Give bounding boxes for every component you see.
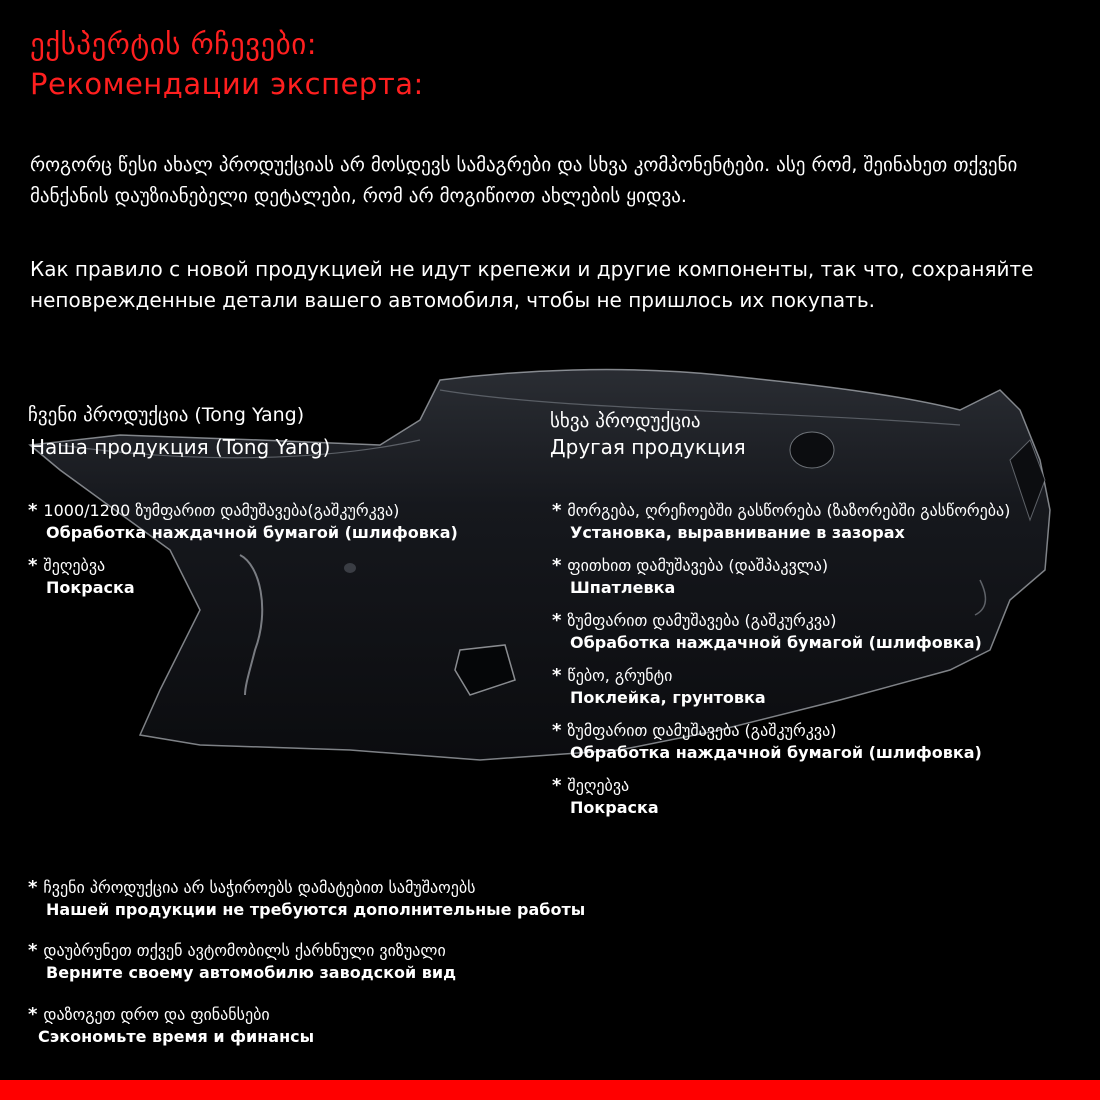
step-georgian: შეღებვა xyxy=(567,776,630,795)
bullet-star: * xyxy=(552,775,562,796)
our-product-step xyxy=(28,555,528,599)
bullet-star: * xyxy=(28,500,38,521)
title-russian: Рекомендации эксперта: xyxy=(30,67,424,101)
benefit-russian: Верните своему автомобилю заводской вид xyxy=(46,963,456,982)
other-product-heading-georgian: სხვა პროდუქცია xyxy=(550,410,701,432)
bullet-star: * xyxy=(552,500,562,521)
step-russian: Обработка наждачной бумагой (шлифовка) xyxy=(570,633,982,652)
benefit-georgian: დაზოგეთ დრო და ფინანსები xyxy=(43,1005,270,1024)
intro-georgian: როგორც წესი ახალ პროდუქციას არ მოსდევს სამაგრები და სხვა კომპონენტები. ასე რომ, შეინახეთ თქვენი მანქანის დაუზიანებელი დეტალები, რომ არ მოგიწიოთ ახლების ყიდვა. xyxy=(30,154,1018,207)
step-russian: Покраска xyxy=(46,578,135,597)
benefit-item xyxy=(28,877,1068,921)
bullet-star: * xyxy=(552,610,562,631)
other-product-heading-russian: Другая продукция xyxy=(550,435,746,459)
step-russian: Установка, выравнивание в зазорах xyxy=(570,523,905,542)
other-product-step xyxy=(552,500,1100,544)
step-russian: Шпатлевка xyxy=(570,578,676,597)
step-georgian: წებო, გრუნტი xyxy=(567,666,673,685)
step-georgian: ზუმფარით დამუშავება (გაშკურკვა) xyxy=(567,611,837,630)
bullet-star: * xyxy=(552,720,562,741)
intro-russian: Как правило с новой продукцией не идут крепежи и другие компоненты, так что, сохраняйте неповрежденные детали вашего автомобиля, чтобы не пришлось их покупать. xyxy=(30,257,1034,312)
other-product-step xyxy=(552,555,1100,599)
benefit-georgian: დაუბრუნეთ თქვენ ავტომობილს ქარხნული ვიზუალი xyxy=(43,941,446,960)
bullet-star: * xyxy=(28,877,38,898)
benefit-item xyxy=(28,940,1068,984)
step-georgian: 1000/1200 ზუმფარით დამუშავება(გაშკურკვა) xyxy=(43,501,400,520)
step-russian: Обработка наждачной бумагой (шлифовка) xyxy=(46,523,458,542)
our-product-heading-russian: Наша продукция (Tong Yang) xyxy=(30,435,331,459)
bullet-star: * xyxy=(552,555,562,576)
other-product-step xyxy=(552,720,1100,764)
footer-red-bar xyxy=(0,1080,1100,1100)
bullet-star: * xyxy=(28,555,38,576)
step-russian: Поклейка, грунтовка xyxy=(570,688,766,707)
step-georgian: მორგება, ღრეჩოებში გასწორება (ზაზორებში გასწორება) xyxy=(567,501,1011,520)
bullet-star: * xyxy=(552,665,562,686)
benefit-georgian: ჩვენი პროდუქცია არ საჭიროებს დამატებით სამუშაოებს xyxy=(43,878,476,897)
step-georgian: შეღებვა xyxy=(43,556,106,575)
bullet-star: * xyxy=(28,1004,38,1025)
other-product-step xyxy=(552,610,1100,654)
step-georgian: ზუმფარით დამუშავება (გაშკურკვა) xyxy=(567,721,837,740)
other-product-step xyxy=(552,665,1100,709)
step-russian: Покраска xyxy=(570,798,659,817)
title-georgian: ექსპერტის რჩევები: xyxy=(30,27,317,61)
our-product-step xyxy=(28,500,528,544)
our-product-heading-georgian: ჩვენი პროდუქცია (Tong Yang) xyxy=(28,404,305,426)
benefit-item xyxy=(28,1004,1068,1048)
benefit-russian: Сэкономьте время и финансы xyxy=(38,1027,315,1046)
bullet-star: * xyxy=(28,940,38,961)
step-georgian: ფითხით დამუშავება (დაშპაკვლა) xyxy=(567,556,829,575)
benefit-russian: Нашей продукции не требуются дополнительные работы xyxy=(46,900,586,919)
other-product-step xyxy=(552,775,1100,819)
step-russian: Обработка наждачной бумагой (шлифовка) xyxy=(570,743,982,762)
